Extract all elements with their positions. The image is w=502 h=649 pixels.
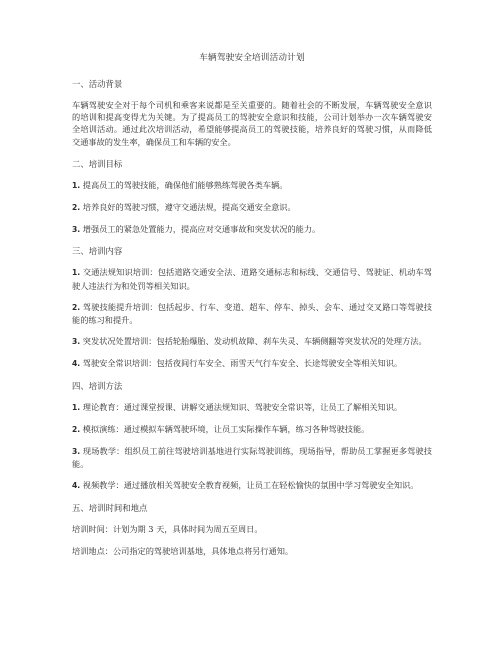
- list-item: [72, 201, 432, 214]
- list-item: [72, 335, 432, 348]
- section-background: [72, 78, 432, 148]
- section-goals: [72, 158, 432, 237]
- item-text: 培养良好的驾驶习惯，遵守交通法规，提高交通安全意识。: [82, 202, 296, 213]
- section-heading: 三、培训内容: [72, 246, 123, 257]
- list-item: [72, 223, 432, 236]
- section-content: [72, 245, 432, 370]
- list-item: [72, 266, 432, 291]
- list-item: [72, 445, 432, 470]
- item-text: 驾驶安全常识培训：包括夜间行车安全、雨雪天气行车安全、长途驾驶安全等相关知识。: [82, 358, 403, 369]
- item-number: 1.: [72, 180, 81, 190]
- item-text: 交通法规知识培训：包括道路交通安全法、道路交通标志和标线、交通信号、驾驶证、机动车驾驶人违法行为和处罚等相关知识。: [72, 267, 432, 291]
- item-text: 视频教学：通过播放相关驾驶安全教育视频，让员工在轻松愉快的氛围中学习驾驶安全知识。: [82, 480, 419, 491]
- list-item: [72, 479, 432, 492]
- item-number: 3.: [72, 225, 81, 235]
- item-number: 1.: [72, 402, 81, 412]
- section-heading: 四、培训方法: [72, 380, 123, 391]
- item-text: 增强员工的紧急处置能力，提高应对交通事故和突发状况的能力。: [82, 224, 321, 235]
- section-heading: 二、培训目标: [72, 158, 123, 169]
- section-heading: 一、活动背景: [72, 79, 123, 89]
- section-time-place: [72, 502, 432, 557]
- item-text: 提高员工的驾驶技能，确保他们能够熟练驾驶各类车辆。: [82, 179, 288, 190]
- item-text: 模拟演练：通过模拟车辆驾驶环境，让员工实际操作车辆，练习各种驾驶技能。: [82, 423, 370, 434]
- item-number: 2.: [72, 424, 81, 434]
- item-text: 突发状况处置培训：包括轮胎爆胎、发动机故障、刹车失灵、车辆侧翻等突发状况的处理方法。: [82, 336, 427, 347]
- item-number: 4.: [72, 481, 81, 491]
- document-page: [72, 52, 432, 567]
- item-text: 现场教学：组织员工前往驾驶培训基地进行实际驾驶训练，现场指导，帮助员工掌握更多驾驶技能。: [72, 446, 432, 470]
- section-methods: [72, 380, 432, 493]
- item-number: 3.: [72, 337, 81, 347]
- list-item: [72, 401, 432, 414]
- list-item: [72, 357, 432, 370]
- paragraph: 培训时间：计划为期 3 天，具体时间为周五至周日。: [72, 523, 263, 534]
- document-title: 车辆驾驶安全培训活动计划: [199, 53, 305, 63]
- list-item: [72, 301, 432, 326]
- paragraph: 培训地点：公司指定的驾驶培训基地，具体地点将另行通知。: [72, 545, 294, 556]
- item-number: 1.: [72, 268, 81, 278]
- item-number: 4.: [72, 359, 81, 369]
- list-item: [72, 179, 432, 192]
- list-item: [72, 423, 432, 436]
- paragraph: 车辆驾驶安全对于每个司机和乘客来说都是至关重要的。随着社会的不断发展，车辆驾驶安全意识的培训和提高变得尤为关键。为了提高员工的驾驶安全意识和技能，公司计划举办一次车辆驾驶安全培训活动。通过此次培训活动，希望能够提高员工的驾驶技能，培养良好的驾驶习惯，从而降低交通事故的发生率，确保员工和车辆的安全。: [72, 100, 432, 147]
- section-heading: 五、培训时间和地点: [72, 502, 148, 513]
- item-text: 理论教育：通过课堂授课、讲解交通法规知识、驾驶安全常识等，让员工了解相关知识。: [82, 401, 403, 412]
- item-number: 2.: [72, 203, 81, 213]
- item-number: 3.: [72, 447, 81, 457]
- item-text: 驾驶技能提升培训：包括起步、行车、变道、超车、停车、掉头、会车、通过交叉路口等驾驶技能的练习和提升。: [72, 301, 432, 326]
- item-number: 2.: [72, 302, 81, 312]
